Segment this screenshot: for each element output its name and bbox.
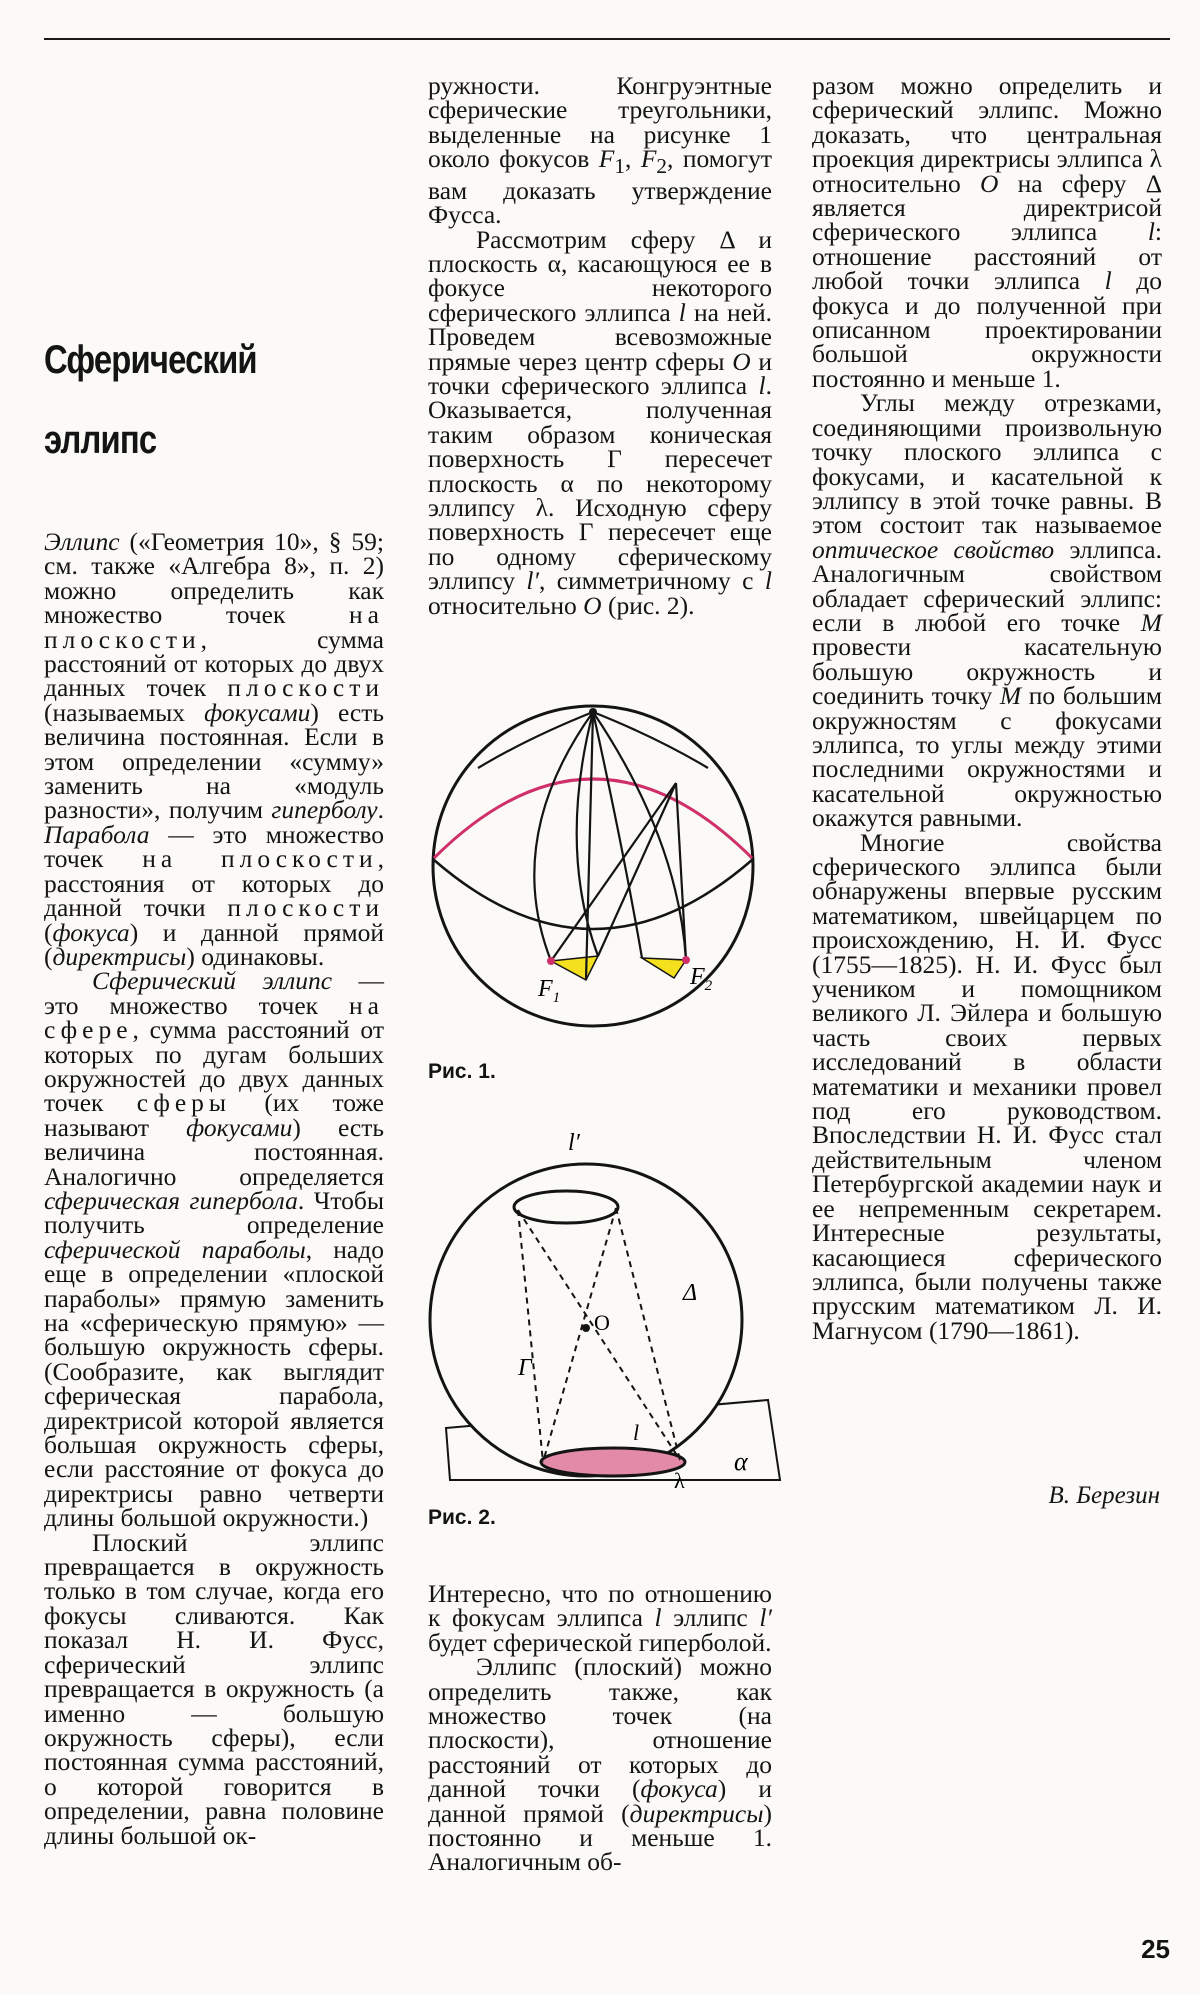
ellipse-lambda [541, 1448, 685, 1476]
paragraph: Эллипс («Геометрия 10», § 59; см. также «Алгебра 8», п. 2) можно определить как множество точек на плоскости, сумма расстояний от которых до двух данных точек плоскости (называемых фокусами) есть величина постоянная. Если в этом определении «сумму» заменить на «модуль разности», получим гиперболу. Парабола — это множество точек на плоскости, расстояния от которых до данной точки плоскости (фокуса) и данной прямой (директрисы) одинаковы. [44, 527, 384, 971]
figure-2-sphere-cone [418, 1110, 798, 1500]
paragraph: Плоский эллипс превращается в окружность только в том случае, когда его фокусы сливаются. Как показал Н. И. Фусс, сферический эллипс превращается в окружность (а именно — большую окружность сферы), если постоянная сумма расстояний, о которой говорится в определении, равна половине длины большой ок- [44, 1527, 384, 1850]
focus-f1-point [547, 957, 555, 965]
label-lambda: λ [674, 1468, 685, 1493]
paragraph: ружности. Конгруэнтные сферические треугольники, выделенные на рисунке 1 около фокусов $F_1$, $F_2$, помогут вам доказать утверждение Фусса. [428, 71, 773, 230]
focus-f2-point [682, 956, 690, 964]
center-o [582, 1324, 590, 1332]
yellow-triangle-left [551, 956, 598, 980]
paragraph: Углы между отрезками, соединяющими произвольную точку плоского эллипса с фокусами, и касательной к эллипсу в этой точке равны. В этом состоит так называемое оптическое свойство эллипса. Аналогичным свойством обладает сферический эллипс: если в любой его точке M провести касательную большую окружность и соединить точку M по большим окружностям с фокусами эллипса, то углы между этими последними окружностями и касательной окружностью окажутся равными. [812, 388, 1162, 833]
article-title-line1: Сферический [44, 338, 257, 382]
author-signature: В. Березин [1048, 1482, 1160, 1509]
paragraph: Сферический эллипс — это множество точек на сфере, сумма расстояний от которых по дугам больших окружностей до двух данных точек сферы (их тоже называют фокусами) есть величина постоянная. Аналогично определяется сферическая гипербола. Чтобы получить определение сферической параболы, надо еще в определении «плоской параболы» прямую заменить на «сферическую прямую» — большую окружность сферы. (Сообразите, как выглядит сферическая парабола, директрисой которой является большая окружность сферы, если расстояние от фокуса до директрисы равно четверти длины большой окружности.) [44, 966, 384, 1533]
equator-front-arc [434, 860, 752, 929]
page-number: 25 [1141, 1934, 1170, 1964]
label-delta: Δ [683, 1280, 698, 1306]
paragraph: Эллипс (плоский) можно определить также, как множество точек (на плоскости), отношение расстояний от которых до данной точки (фокуса) и данной прямой (директрисы) постоянно и меньше 1. Аналогичным об- [428, 1652, 773, 1877]
label-l-prime: l′ [568, 1130, 580, 1156]
yellow-triangle-right [642, 958, 686, 978]
label-f2: $F_2$ [690, 964, 713, 994]
equator-back-arc [434, 779, 752, 858]
figure-1-sphere [418, 678, 788, 1058]
figure-1-caption: Рис. 1. [428, 1060, 496, 1083]
figure-2-caption: Рис. 2. [428, 1506, 496, 1529]
pole-point [589, 708, 597, 716]
paragraph: разом можно определить и сферический эллипс. Можно доказать, что центральная проекция директрисы эллипса λ относительно O на сферу Δ является директрисой сферического эллипса l: отношение расстояний от любой точки эллипса l до фокуса и до полученной при описанном проектировании большой окружности постоянно и меньше 1. [812, 71, 1162, 393]
label-gamma: Γ [518, 1355, 532, 1381]
column-2 [428, 71, 773, 620]
top-rule [44, 38, 1170, 40]
article-title-line2: эллипс [44, 418, 157, 462]
paragraph: Интересно, что по отношению к фокусам эллипса l эллипс l′ будет сферической гиперболой. [428, 1579, 773, 1657]
label-o: O [594, 1310, 610, 1335]
label-alpha: α [734, 1447, 748, 1476]
column-2-continued [428, 1579, 773, 1877]
column-1 [44, 527, 384, 1850]
paragraph: Многие свойства сферического эллипса были обнаружены впервые русским математиком, швейцарцем по происхождению, Н. И. Фусс (1755—1825). Н. И. Фусс был учеником и помощником великого Л. Эйлера и большую часть своих первых исследований в области математики и механики провел под его руководством. Впоследствии Н. И. Фусс стал действительным членом Петербургской академии наук и ее непременным секретарем. Интересные результаты, касающиеся сферического эллипса, были получены также прусским математиком Л. И. Магнусом (1790—1861). [812, 827, 1162, 1345]
label-l: l [633, 1420, 640, 1445]
label-f1: $F_1$ [538, 976, 561, 1006]
column-3 [812, 71, 1162, 1345]
sphere-outline [430, 1164, 742, 1476]
paragraph: Рассмотрим сферу Δ и плоскость α, касающуюся ее в фокусе некоторого сферического эллипса l на ней. Проведем всевозможные прямые через центр сферы O и точки сферического эллипса l. Оказывается, полученная таким образом коническая поверхность Γ пересечет плоскость α по некоторому эллипсу λ. Исходную сферу поверхность Γ пересечет еще по одному сферическому эллипсу l′, симметричному с l относительно O (рис. 2). [428, 224, 773, 620]
